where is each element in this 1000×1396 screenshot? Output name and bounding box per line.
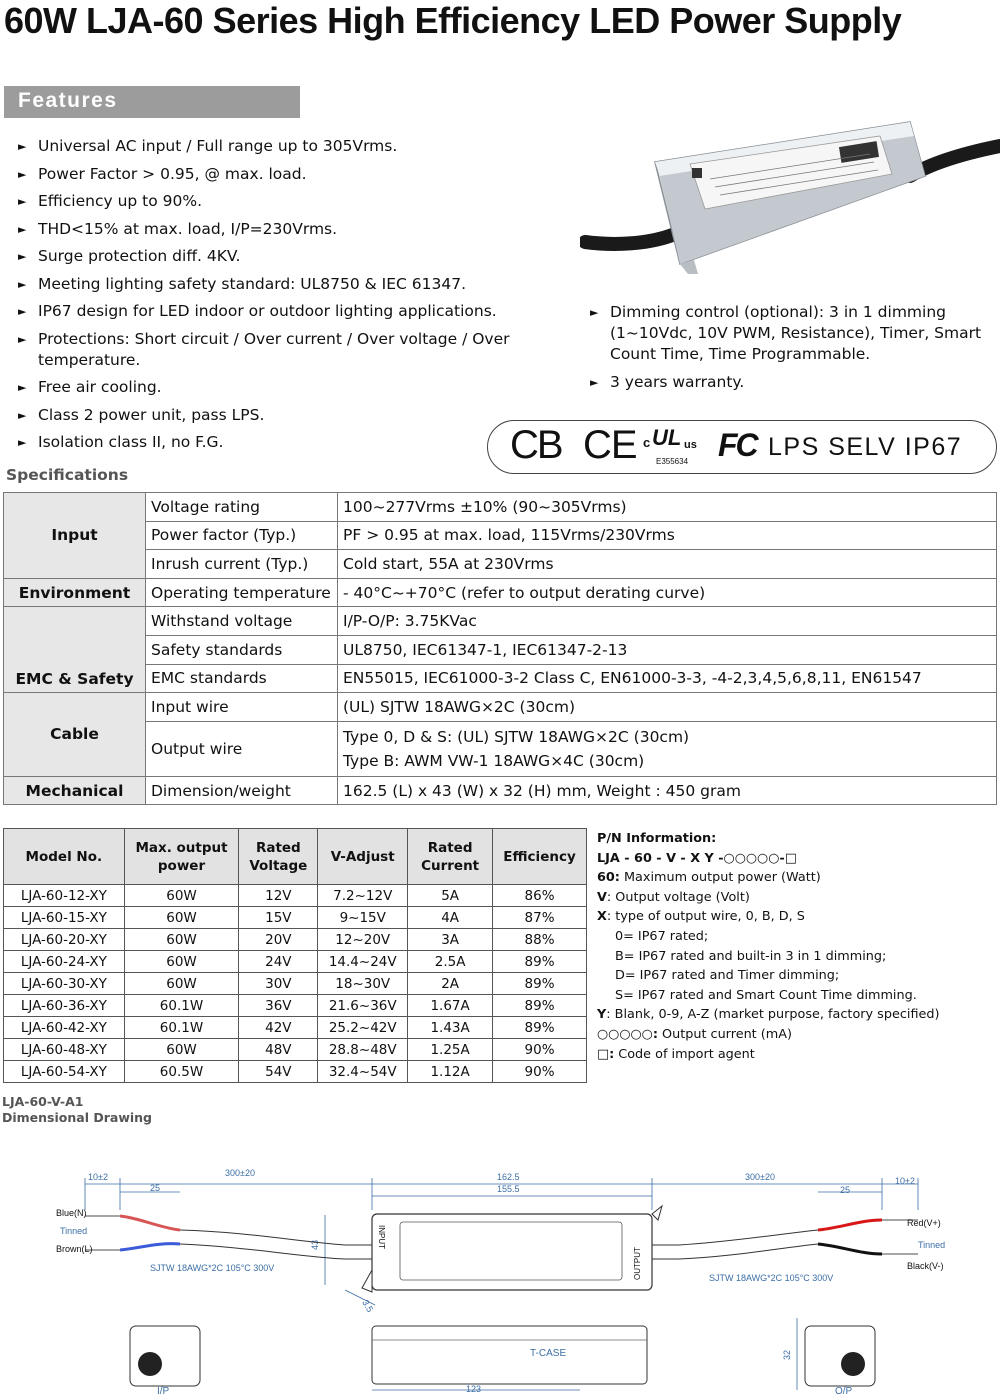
feature-item: ► Dimming control (optional): 3 in 1 dimming (1~10Vdc, 10V PWM, Resistance), Timer, Smart Count Time, Time Programmable. xyxy=(590,303,982,363)
table-row xyxy=(4,635,997,664)
bullet-arrow-icon: ► xyxy=(18,222,27,236)
table-cell: 5A xyxy=(408,885,493,907)
dim-height: 32 xyxy=(782,1349,792,1360)
cable-left-label: SJTW 18AWG*2C 105°C 300V xyxy=(150,1263,275,1273)
tinned-right-label: Tinned xyxy=(918,1240,946,1250)
dim-base: 123 xyxy=(466,1384,482,1394)
bullet-arrow-icon: ► xyxy=(18,277,27,291)
table-cell: 4A xyxy=(408,907,493,929)
dim-total-length: 162.5 xyxy=(497,1172,520,1182)
table-cell: 60W xyxy=(124,907,239,929)
table-cell: LJA-60-54-XY xyxy=(4,1061,125,1083)
table-header-row xyxy=(4,829,587,885)
spec-group: Mechanical xyxy=(4,776,146,805)
spec-value: - 40°C~+70°C (refer to output derating curve) xyxy=(338,578,997,607)
cable-right-label: SJTW 18AWG*2C 105°C 300V xyxy=(709,1273,834,1283)
fcc-mark-icon: FC xyxy=(718,427,757,463)
cert-text: LPS SELV IP67 xyxy=(768,433,963,461)
spec-param: Inrush current (Typ.) xyxy=(146,550,338,579)
pn-information xyxy=(597,829,997,1064)
ip-label: I/P xyxy=(157,1386,170,1396)
pn-wire-type-d: D= IP67 rated and Timer dimming; xyxy=(615,968,840,984)
table-cell: 15V xyxy=(239,907,318,929)
table-row xyxy=(4,664,997,693)
spec-group: Environment xyxy=(4,578,146,607)
bullet-arrow-icon: ► xyxy=(590,306,599,319)
table-cell: LJA-60-48-XY xyxy=(4,1039,125,1061)
feature-item: ► THD<15% at max. load, I/P=230Vrms. xyxy=(18,219,338,238)
model-table-body xyxy=(4,885,587,1083)
table-cell: 90% xyxy=(493,1039,587,1061)
column-header: Model No. xyxy=(4,829,125,885)
table-cell: 60W xyxy=(124,973,239,995)
bullet-arrow-icon: ► xyxy=(18,436,27,449)
input-label: INPUT xyxy=(377,1225,386,1249)
column-header: Rated Voltage xyxy=(239,829,318,885)
spec-param: Power factor (Typ.) xyxy=(146,521,338,550)
table-cell: LJA-60-36-XY xyxy=(4,995,125,1017)
ul-us-label: us xyxy=(684,439,697,451)
table-cell: 3A xyxy=(408,929,493,951)
spec-group: Input xyxy=(4,493,146,579)
table-cell: 60.1W xyxy=(124,995,239,1017)
dim-width: 43 xyxy=(310,1239,320,1250)
output-label: OUTPUT xyxy=(633,1247,642,1280)
table-cell: LJA-60-42-XY xyxy=(4,1017,125,1039)
specifications-table xyxy=(3,492,997,805)
dim-strip-right: 25 xyxy=(840,1185,851,1195)
table-row xyxy=(4,1061,587,1083)
table-cell: 60W xyxy=(124,1039,239,1061)
bullet-arrow-icon: ► xyxy=(18,250,27,263)
wire-black-label: Black(V-) xyxy=(907,1261,944,1271)
pn-wire-type-b: B= IP67 rated and built-in 3 in 1 dimming; xyxy=(615,948,887,964)
table-cell: LJA-60-20-XY xyxy=(4,929,125,951)
model-table xyxy=(3,828,587,1083)
wire-red-label: Red(V+) xyxy=(907,1218,941,1228)
table-cell: 9~15V xyxy=(318,907,408,929)
table-cell: 24V xyxy=(239,951,318,973)
bullet-arrow-icon: ► xyxy=(18,408,27,422)
dim-cable-right: 300±20 xyxy=(745,1172,775,1182)
table-cell: 36V xyxy=(239,995,318,1017)
ul-file-number: E355634 xyxy=(656,457,689,466)
spec-param: Operating temperature xyxy=(146,578,338,607)
ul-c-label: c xyxy=(643,435,651,450)
table-cell: 25.2~42V xyxy=(318,1017,408,1039)
spec-param: Input wire xyxy=(146,693,338,722)
tcase-label: T-CASE xyxy=(530,1348,567,1359)
table-row xyxy=(4,1039,587,1061)
table-cell: 18~30V xyxy=(318,973,408,995)
table-cell: 2.5A xyxy=(408,951,493,973)
table-cell: 60W xyxy=(124,951,239,973)
table-row xyxy=(4,951,587,973)
feature-item: ► Universal AC input / Full range up to 305Vrms. xyxy=(18,137,398,155)
spec-param: EMC standards xyxy=(146,664,338,693)
dim-lead-left: 10±2 xyxy=(88,1172,108,1182)
table-cell: 1.43A xyxy=(408,1017,493,1039)
cb-mark-icon: CB xyxy=(510,423,562,467)
features-list-right xyxy=(590,302,1000,399)
spec-param: Dimension/weight xyxy=(146,776,338,805)
dim-tab: 3.5 xyxy=(360,1298,376,1314)
ce-mark-icon: CE xyxy=(583,423,637,467)
bullet-arrow-icon: ► xyxy=(18,140,27,153)
bullet-arrow-icon: ► xyxy=(590,375,599,389)
pn-header: P/N Information: xyxy=(597,831,717,846)
feature-item: ► Protections: Short circuit / Over current / Over voltage / Over temperature. xyxy=(18,329,510,369)
pn-current: ○○○○○: Output current (mA) xyxy=(597,1026,792,1042)
table-row xyxy=(4,929,587,951)
pn-wire-type-0: 0= IP67 rated; xyxy=(615,928,709,944)
table-row xyxy=(4,493,997,522)
spec-value: PF > 0.95 at max. load, 115Vrms/230Vrms xyxy=(338,521,997,550)
table-cell: 60W xyxy=(124,885,239,907)
spec-value: UL8750, IEC61347-1, IEC61347-2-13 xyxy=(338,635,997,664)
table-row xyxy=(4,885,587,907)
table-cell: LJA-60-24-XY xyxy=(4,951,125,973)
feature-item: ► Power Factor > 0.95, @ max. load. xyxy=(18,164,307,183)
table-cell: 12~20V xyxy=(318,929,408,951)
feature-item: ► IP67 design for LED indoor or outdoor lighting applications. xyxy=(18,302,497,320)
dimensional-drawing xyxy=(0,1150,1000,1396)
table-row xyxy=(4,995,587,1017)
table-cell: 54V xyxy=(239,1061,318,1083)
feature-item: ► Meeting lighting safety standard: UL8750 & IEC 61347. xyxy=(18,274,467,293)
pn-voltage: V: Output voltage (Volt) xyxy=(597,889,750,905)
drawing-model: LJA-60-V-A1 xyxy=(2,1094,84,1109)
certification-badges xyxy=(487,420,997,474)
table-cell: 30V xyxy=(239,973,318,995)
spec-param: Voltage rating xyxy=(146,493,338,522)
table-cell: 87% xyxy=(493,907,587,929)
dim-strip-left: 25 xyxy=(150,1183,161,1193)
table-cell: 88% xyxy=(493,929,587,951)
table-cell: 89% xyxy=(493,951,587,973)
dim-body-length: 155.5 xyxy=(497,1184,520,1194)
column-header: Rated Current xyxy=(408,829,493,885)
pn-code: LJA - 60 - V - X Y -○○○○○-□ xyxy=(597,850,797,866)
bullet-arrow-icon: ► xyxy=(18,305,27,318)
table-cell: LJA-60-12-XY xyxy=(4,885,125,907)
specifications-header: Specifications xyxy=(6,466,129,484)
feature-item: ► 3 years warranty. xyxy=(590,372,745,391)
bullet-arrow-icon: ► xyxy=(18,381,27,394)
page-title: 60W LJA-60 Series High Efficiency LED Power Supply xyxy=(4,0,902,41)
table-cell: 42V xyxy=(239,1017,318,1039)
table-cell: 7.2~12V xyxy=(318,885,408,907)
spec-group: EMC & Safety xyxy=(4,607,146,693)
ul-mark-icon: UL xyxy=(652,425,682,450)
features-list-left xyxy=(18,136,548,460)
table-cell: 14.4~24V xyxy=(318,951,408,973)
bullet-arrow-icon: ► xyxy=(18,167,27,181)
pn-agent: □: Code of import agent xyxy=(597,1046,755,1062)
table-cell: LJA-60-30-XY xyxy=(4,973,125,995)
pn-watt: 60: Maximum output power (Watt) xyxy=(597,870,821,886)
spec-value: I/P-O/P: 3.75KVac xyxy=(338,607,997,636)
column-header: V-Adjust xyxy=(318,829,408,885)
bullet-arrow-icon: ► xyxy=(18,195,27,208)
table-cell: 1.12A xyxy=(408,1061,493,1083)
table-row xyxy=(4,973,587,995)
drawing-label xyxy=(2,1094,152,1126)
spec-value: Cold start, 55A at 230Vrms xyxy=(338,550,997,579)
table-cell: LJA-60-15-XY xyxy=(4,907,125,929)
table-cell: 32.4~54V xyxy=(318,1061,408,1083)
spec-param: Output wire xyxy=(146,721,338,776)
table-row xyxy=(4,907,587,929)
drawing-title: Dimensional Drawing xyxy=(2,1110,152,1125)
table-cell: 12V xyxy=(239,885,318,907)
feature-item: ► Surge protection diff. 4KV. xyxy=(18,247,241,265)
spec-value: 162.5 (L) x 43 (W) x 32 (H) mm, Weight : 450 gram xyxy=(338,776,997,805)
table-cell: 1.67A xyxy=(408,995,493,1017)
table-cell: 90% xyxy=(493,1061,587,1083)
dim-lead-right: 10±2 xyxy=(895,1176,915,1186)
table-row xyxy=(4,550,997,579)
wire-brown-label: Brown(L) xyxy=(56,1244,93,1254)
spec-group: Cable xyxy=(4,693,146,777)
spec-value-line: Type B: AWM VW-1 18AWG×4C (30cm) xyxy=(343,751,645,770)
column-header: Efficiency xyxy=(493,829,587,885)
pn-wire-type-s: S= IP67 rated and Smart Count Time dimming. xyxy=(615,987,917,1003)
table-cell: 2A xyxy=(408,973,493,995)
spec-value xyxy=(338,721,997,776)
product-photo xyxy=(580,84,1000,284)
table-cell: 60W xyxy=(124,929,239,951)
table-cell: 89% xyxy=(493,1017,587,1039)
table-row xyxy=(4,578,997,607)
spec-value: EN55015, IEC61000-3-2 Class C, EN61000-3-3, -4-2,3,4,5,6,8,11, EN61547 xyxy=(338,664,997,693)
table-cell: 20V xyxy=(239,929,318,951)
column-header: Max. output power xyxy=(124,829,239,885)
feature-item: ► Efficiency up to 90%. xyxy=(18,192,203,210)
features-header: Features xyxy=(4,86,300,118)
pn-wire-type: X: type of output wire, 0, B, D, S xyxy=(597,909,805,925)
table-cell: 60.1W xyxy=(124,1017,239,1039)
table-cell: 60.5W xyxy=(124,1061,239,1083)
pn-y: Y: Blank, 0-9, A-Z (market purpose, factory specified) xyxy=(597,1007,940,1023)
spec-value: 100~277Vrms ±10% (90~305Vrms) xyxy=(338,493,997,522)
spec-value-line: Type 0, D & S: (UL) SJTW 18AWG×2C (30cm) xyxy=(343,727,690,746)
table-cell: 89% xyxy=(493,973,587,995)
feature-item: ► Free air cooling. xyxy=(18,378,162,396)
spec-value: (UL) SJTW 18AWG×2C (30cm) xyxy=(338,693,997,722)
tinned-left-label: Tinned xyxy=(60,1226,88,1236)
table-cell: 28.8~48V xyxy=(318,1039,408,1061)
spec-param: Withstand voltage xyxy=(146,607,338,636)
table-cell: 89% xyxy=(493,995,587,1017)
wire-blue-label: Blue(N) xyxy=(56,1208,87,1218)
table-row xyxy=(4,721,997,776)
spec-param: Safety standards xyxy=(146,635,338,664)
table-cell: 86% xyxy=(493,885,587,907)
dim-cable-left: 300±20 xyxy=(225,1168,255,1178)
table-cell: 48V xyxy=(239,1039,318,1061)
table-row xyxy=(4,1017,587,1039)
bullet-arrow-icon: ► xyxy=(18,332,27,346)
table-row xyxy=(4,776,997,805)
table-row xyxy=(4,693,997,722)
table-row xyxy=(4,607,997,636)
table-row xyxy=(4,521,997,550)
feature-item: ► Class 2 power unit, pass LPS. xyxy=(18,405,265,424)
table-cell: 21.6~36V xyxy=(318,995,408,1017)
op-label: O/P xyxy=(835,1386,853,1396)
feature-item: ► Isolation class II, no F.G. xyxy=(18,433,224,451)
table-cell: 1.25A xyxy=(408,1039,493,1061)
